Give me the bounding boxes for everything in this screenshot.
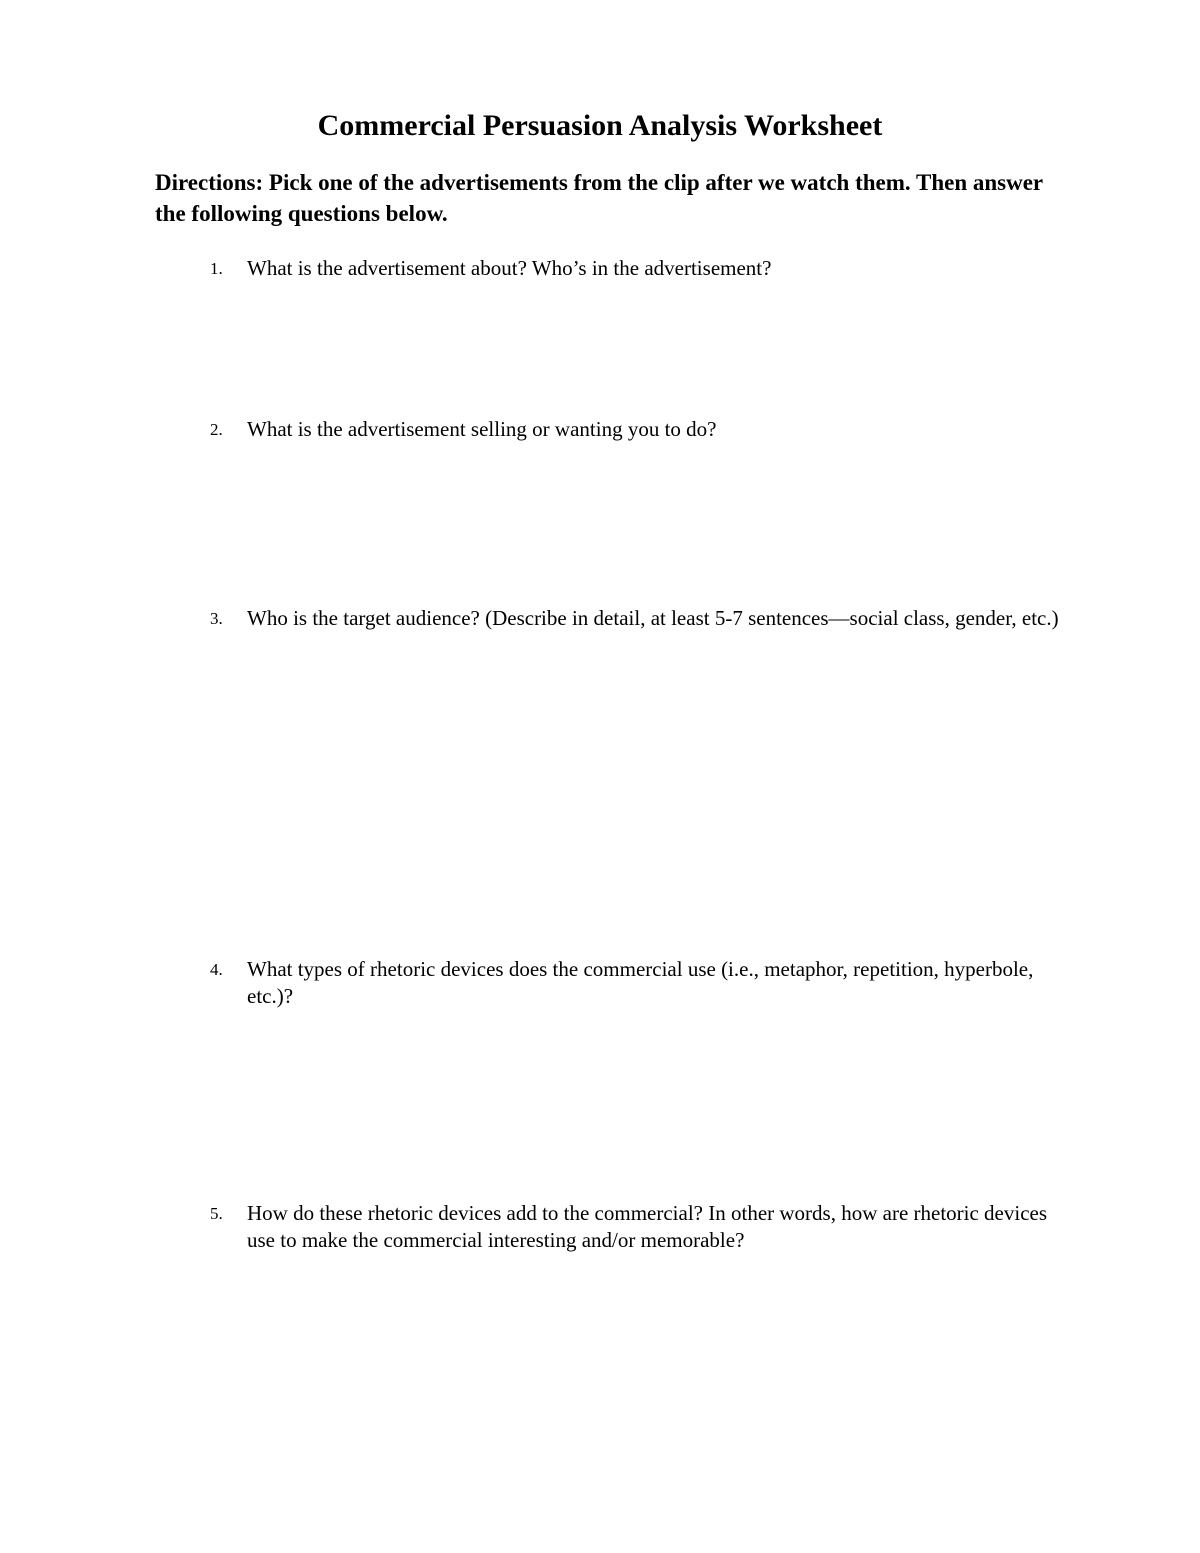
question-number: 4. bbox=[210, 960, 223, 979]
directions-text: : Pick one of the advertisements from the clip after we watch them. Then answer the following questions below. bbox=[155, 170, 1043, 226]
question-text: What types of rhetoric devices does the commercial use (i.e., metaphor, repetition, hyperbole, etc.)? bbox=[247, 957, 1034, 1008]
question-text: Who is the target audience? (Describe in detail, at least 5-7 sentences—social class, gender, etc.) bbox=[247, 606, 1059, 630]
question-text: What is the advertisement about? Who’s in the advertisement? bbox=[247, 256, 772, 280]
question-text: How do these rhetoric devices add to the commercial? In other words, how are rhetoric devices use to make the commercial interesting and/or memorable? bbox=[247, 1201, 1048, 1252]
question-number: 3. bbox=[210, 609, 223, 628]
question-text: What is the advertisement selling or wanting you to do? bbox=[247, 417, 717, 441]
directions-paragraph bbox=[155, 167, 1055, 229]
question-number: 1. bbox=[210, 259, 223, 278]
page-title: Commercial Persuasion Analysis Worksheet bbox=[317, 109, 883, 142]
question-number: 2. bbox=[210, 420, 223, 439]
question-number: 5. bbox=[210, 1204, 223, 1223]
directions-label: Directions bbox=[155, 170, 256, 195]
